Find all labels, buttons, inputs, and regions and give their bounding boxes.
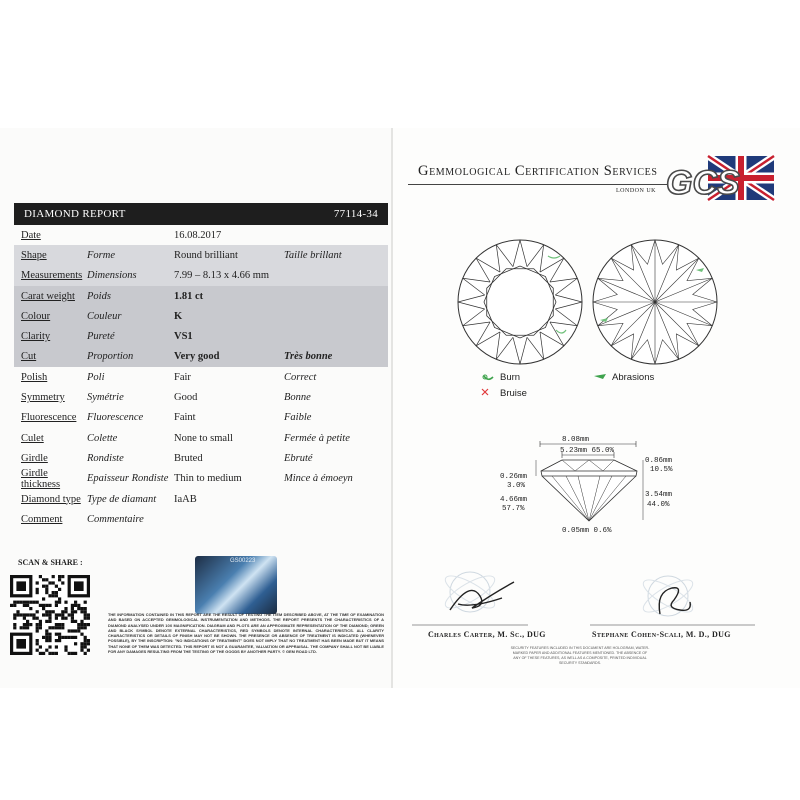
report-cell-fr: Symétrie bbox=[87, 392, 124, 404]
report-cell-value: 7.99 – 8.13 x 4.66 mm bbox=[174, 270, 270, 282]
report-cell-value-fr: Taille brillant bbox=[284, 249, 342, 261]
pavilion-pct: 44.0% bbox=[647, 501, 670, 509]
report-cell-label: Shape bbox=[21, 249, 47, 261]
report-cell-fr: Fluorescence bbox=[87, 412, 144, 424]
report-cell-label: Fluorescence bbox=[21, 412, 77, 424]
report-cell-fr: Pureté bbox=[87, 331, 115, 343]
report-cell-value-fr: Correct bbox=[284, 371, 317, 383]
pavilion-mm: 3.54mm bbox=[645, 491, 673, 499]
report-cell-label: Girdle bbox=[21, 452, 48, 464]
signatory-left: Charles Carter, M. Sc., DUG bbox=[428, 630, 546, 639]
legend-bruise-icon bbox=[482, 389, 488, 395]
legend-burn: Burn bbox=[500, 372, 521, 383]
report-cell-value: None to small bbox=[174, 432, 233, 444]
lab-location: LONDON UK bbox=[616, 188, 656, 194]
report-cell-label: Diamond type bbox=[21, 493, 81, 505]
girdle-pct: 3.0% bbox=[507, 482, 526, 490]
report-cell-value: Very good bbox=[174, 351, 220, 363]
legend-abrasions: Abrasions bbox=[612, 372, 655, 383]
legend-bruise: Bruise bbox=[500, 388, 527, 399]
report-cell-value: Fair bbox=[174, 371, 191, 383]
report-cell-value-fr: Ebruté bbox=[284, 452, 313, 464]
report-cell-label: Cut bbox=[21, 351, 37, 363]
report-cell-value: 1.81 ct bbox=[174, 290, 204, 302]
report-cell-value: Bruted bbox=[174, 452, 203, 464]
report-cell-value: K bbox=[174, 310, 183, 322]
report-cell-label: Comment bbox=[21, 513, 63, 525]
legend-burn-icon bbox=[483, 375, 493, 379]
report-cell-value: IaAB bbox=[174, 493, 197, 505]
report-cell-fr: Colette bbox=[87, 432, 118, 444]
report-cell-value-fr: Bonne bbox=[284, 392, 311, 404]
report-cell-value-fr: Fermée à petite bbox=[284, 432, 350, 444]
report-cell-fr: Proportion bbox=[87, 351, 134, 363]
report-cell-label: Date bbox=[21, 229, 41, 241]
report-cell-value-fr: Faible bbox=[284, 412, 312, 424]
crown-height-mm: 0.86mm bbox=[645, 457, 673, 465]
right-signature bbox=[639, 574, 696, 618]
scan-share-label: SCAN & SHARE : bbox=[18, 558, 83, 567]
security-note: SECURITY FEATURES INCLUDED IN THIS DOCUMENT ARE HOLOGRAM, WATER-MARKED PAPER AND ADDITIONAL FEATURES MENTIONED. THE ABSENCE OF ANY OF THESE FEATURES, AS WELL AS A COMPOSITE, PRINTED INDIVIDUAL SECURITY STANDARDS. bbox=[510, 646, 650, 665]
report-cell-value: Round brilliant bbox=[174, 249, 238, 261]
report-cell-value: VS1 bbox=[174, 331, 193, 343]
depth-pct: 57.7% bbox=[502, 505, 525, 513]
report-cell-value-fr: Très bonne bbox=[284, 351, 333, 363]
left-signature bbox=[441, 570, 514, 614]
report-cell-fr: Commentaire bbox=[87, 513, 144, 525]
signatory-right: Stephane Cohen-Scali, M. D., DUG bbox=[592, 630, 731, 639]
lab-title: Gemmological Certification Services bbox=[418, 163, 658, 179]
culet-label: 0.05mm 0.6% bbox=[562, 527, 612, 535]
pavilion-view-diagram bbox=[593, 240, 717, 364]
girdle-mm: 0.26mm bbox=[500, 473, 528, 481]
depth-mm: 4.66mm bbox=[500, 496, 528, 504]
report-cell-value: Faint bbox=[174, 412, 196, 424]
report-cell-label: Colour bbox=[21, 310, 51, 322]
report-cell-fr: Couleur bbox=[87, 310, 122, 322]
report-cell-label: Polish bbox=[21, 371, 48, 383]
report-cell-label: Carat weight bbox=[21, 290, 75, 302]
diameter-label: 8.08mm bbox=[562, 436, 590, 444]
report-cell-fr: Forme bbox=[87, 249, 115, 261]
report-cell-label: Symmetry bbox=[21, 392, 65, 404]
report-cell-fr: Poli bbox=[87, 371, 105, 383]
crown-view-diagram bbox=[458, 240, 582, 364]
report-cell-value: Thin to medium bbox=[174, 473, 242, 485]
report-cell-label: Measurements bbox=[21, 270, 83, 282]
crown-height-pct: 10.5% bbox=[650, 466, 673, 474]
report-cell-label: Clarity bbox=[21, 331, 51, 343]
table-label: 5.23mm 65.0% bbox=[560, 447, 615, 455]
report-cell-fr: Type de diamant bbox=[87, 493, 157, 505]
report-cell-fr: Poids bbox=[87, 290, 111, 302]
report-cell-fr: Epaisseur Rondiste bbox=[87, 473, 169, 485]
report-cell-label: Culet bbox=[21, 432, 44, 444]
report-cell-value-fr: Mince à émoeyn bbox=[284, 473, 353, 485]
hologram-code: GS00223 bbox=[230, 558, 256, 564]
report-number: 77114-34 bbox=[333, 208, 378, 220]
report-cell-fr: Rondiste bbox=[87, 452, 124, 464]
report-cell-label: Girdle thickness bbox=[21, 467, 61, 490]
report-cell-value: 16.08.2017 bbox=[174, 229, 222, 241]
legend-abrasion-icon bbox=[594, 374, 606, 379]
report-cell-value: Good bbox=[174, 392, 198, 404]
logo-letters: GCS bbox=[666, 164, 740, 202]
report-title: DIAMOND REPORT bbox=[24, 208, 126, 220]
report-cell-fr: Dimensions bbox=[87, 270, 137, 282]
disclaimer-text: THE INFORMATION CONTAINED IN THIS REPORT ARE THE RESULT OF TESTING THE ITEM DESCRIBED ABOVE, AT THE TIME OF EXAMINATION AND BASED ON ACCEPTED GEMMOLOGICAL INSTRUMENTATION AND METHODS. THE REPORT PRESENTS THE CHARACTERISTICS OF A DIAMOND ANALYSED UNDER 10X MAGNIFICATION. DIAGRAM AND PLOTS ARE AN APPROXIMATE REPRESENTATION OF THE DIAMOND; GREEN AND BLACK SYMBOL DENOTE EXTERNAL CHARACTERISTICS, RED SYMBOLS DENOTE INTERNAL CHARACTERISTICS. ALL CLARITY CHARACTERISTICS OR DETAILS OF FINISH MAY NOT BE SHOWN. THE PRESENCE OR ABSENCE OF TREATMENT IS INDICATED (WHENEVER POSSIBLE), BY THE INSCRIPTION: "NO INDICATIONS OF TREATMENT" DOES NOT IMPLY THAT NO TREATMENT HAS BEEN MADE BUT IT MEANS THAT NONE OF THEM WAS DETECTED. THIS REPORT IS NOT A GUARANTEE, VALUATION OR APPRAISAL. THE COMPANY SHALL NOT BE LIABLE FOR ANY DAMAGES RESULTING FROM THE TESTING OF THE GOODS BY ANOTHER PARTY. © GEM ROAD LTD. bbox=[108, 612, 384, 655]
